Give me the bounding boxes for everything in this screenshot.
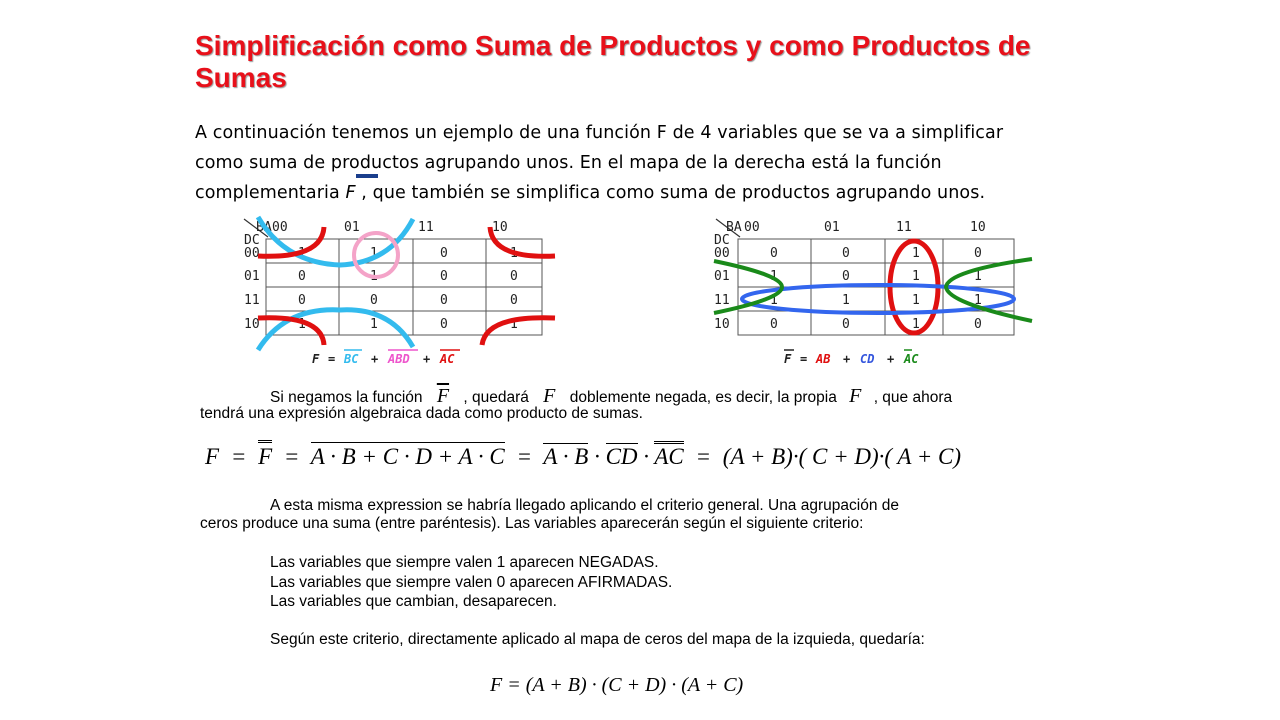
f-symbol: F — [849, 385, 862, 407]
col-header: 01 — [344, 220, 360, 235]
row-header: 00 — [714, 246, 730, 261]
kmap-cell: 0 — [440, 293, 448, 308]
term-cd: CD — [860, 352, 875, 366]
kmap-cell: 1 — [974, 269, 982, 284]
kmap-cell: 1 — [370, 317, 378, 332]
row-header: 10 — [714, 317, 730, 332]
kmap-cell: 1 — [770, 293, 778, 308]
rule-item: Las variables que siempre valen 0 aparecen AFIRMADAS. — [270, 573, 673, 591]
equation-lhs: F — [784, 352, 792, 366]
complement-overbar — [356, 174, 378, 178]
paragraph-criterion-line2: ceros produce una suma (entre paréntesis). Las variables aparecerán según el siguiente criterio: — [200, 515, 864, 532]
col-header: 11 — [896, 220, 912, 235]
intro-paragraph — [195, 118, 1095, 208]
rules-list — [270, 553, 970, 612]
paragraph-result: Según este criterio, directamente aplicado al mapa de ceros del mapa de la izquieda, quedaría: — [270, 631, 925, 648]
kmap-cell: 1 — [510, 317, 518, 332]
col-header: 00 — [744, 220, 760, 235]
kmap-cell: 1 — [770, 269, 778, 284]
col-header: 01 — [824, 220, 840, 235]
kmap-cell: 1 — [912, 317, 920, 332]
kmap-cell: 0 — [298, 269, 306, 284]
karnaugh-map-right — [702, 215, 1052, 370]
kmap-cell: 0 — [298, 293, 306, 308]
intro-line-3: complementaria F , que también se simplifica como suma de productos agrupando unos. — [195, 183, 986, 203]
rule-item: Las variables que siempre valen 1 aparecen NEGADAS. — [270, 554, 659, 571]
svg-text:+: + — [423, 352, 431, 366]
corner-left-label: DC — [244, 233, 260, 248]
svg-text:+: + — [887, 352, 895, 366]
kmap-cell: 1 — [370, 246, 378, 261]
kmap-cell: 0 — [770, 246, 778, 261]
kmap-cell: 0 — [842, 246, 850, 261]
kmap-cell: 1 — [912, 269, 920, 284]
kmap-cell: 0 — [770, 317, 778, 332]
term-bc: BC — [344, 352, 359, 366]
paragraph-criterion-line1: A esta misma expression se habría llegado aplicando el criterio general. Una agrupación de — [270, 497, 899, 514]
col-header: 10 — [970, 220, 986, 235]
term-ac: AC — [440, 352, 455, 366]
kmap-cell: 0 — [440, 246, 448, 261]
svg-text:+: + — [843, 352, 851, 366]
paragraph-negation-line2: tendrá una expresión algebraica dada como producto de sumas. — [200, 405, 643, 422]
kmap-cell: 1 — [912, 246, 920, 261]
corner-top-label: BA — [256, 220, 272, 235]
kmap-cell: 1 — [510, 246, 518, 261]
slide-title: Simplificación como Suma de Productos y como Productos de Sumas — [195, 30, 1031, 93]
col-header: 00 — [272, 220, 288, 235]
f-complement-symbol: F — [345, 183, 356, 203]
intro-line-1: A continuación tenemos un ejemplo de una función F de 4 variables que se va a simplificar — [195, 123, 1004, 143]
kmap-cell: 1 — [912, 293, 920, 308]
kmap-cell: 0 — [370, 293, 378, 308]
kmap-cell: 1 — [370, 269, 378, 284]
f-symbol: F — [543, 385, 556, 407]
term-abd: ABD — [388, 352, 410, 366]
kmap-cell: 0 — [974, 317, 982, 332]
term-ab: AB — [816, 352, 831, 366]
karnaugh-map-left — [230, 215, 580, 370]
kmap-cell: 0 — [440, 269, 448, 284]
row-header: 10 — [244, 317, 260, 332]
f-bar-symbol: $\overline{F}$ — [436, 385, 450, 407]
kmap-cell: 0 — [440, 317, 448, 332]
double-negation-equation: F = F = A · B + C · D + A · C = A · B · CD · AC = (A + B)·( C + D)·( A + C) — [205, 444, 1085, 484]
kmap-cell: 0 — [510, 269, 518, 284]
kmap-cell: 0 — [510, 293, 518, 308]
rule-item: Las variables que cambian, desaparecen. — [270, 593, 557, 610]
term-ac: AC — [904, 352, 919, 366]
row-header: 11 — [244, 293, 260, 308]
svg-text:=: = — [800, 352, 808, 366]
corner-top-label: BA — [726, 220, 742, 235]
group-ac-corner — [482, 318, 555, 345]
kmap-cell: 1 — [298, 246, 306, 261]
kmap-cell: 0 — [974, 246, 982, 261]
final-equation: F = (A + B) · (C + D) · (A + C) — [490, 674, 744, 696]
kmap-cell: 1 — [298, 317, 306, 332]
svg-text:=: = — [328, 352, 336, 366]
row-header: 01 — [244, 269, 260, 284]
kmap-cell: 0 — [842, 269, 850, 284]
intro-line-2: como suma de productos agrupando unos. En el mapa de la derecha está la función — [195, 153, 942, 173]
equation-lhs: F — [312, 352, 320, 366]
row-header: 01 — [714, 269, 730, 284]
row-header: 00 — [244, 246, 260, 261]
corner-left-label: DC — [714, 233, 730, 248]
kmap-cell: 1 — [974, 293, 982, 308]
col-header: 11 — [418, 220, 434, 235]
svg-text:+: + — [371, 352, 379, 366]
row-header: 11 — [714, 293, 730, 308]
kmap-cell: 0 — [842, 317, 850, 332]
kmap-cell: 1 — [842, 293, 850, 308]
col-header: 10 — [492, 220, 508, 235]
paragraph-negation: Si negamos la función $\overline{F}$ , quedará F doblemente negada, es decir, la propia F , que ahora — [270, 385, 953, 407]
